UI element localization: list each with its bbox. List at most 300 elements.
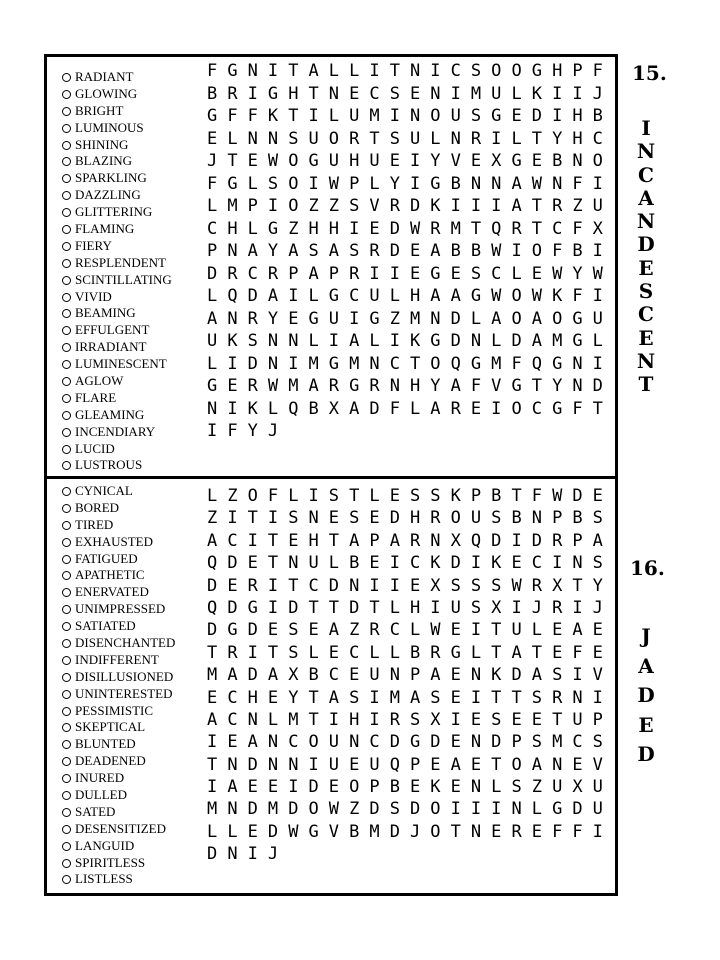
grid-letter[interactable]: L — [207, 353, 218, 374]
grid-letter[interactable]: R — [511, 821, 522, 842]
grid-letter[interactable]: S — [592, 553, 603, 574]
grid-letter[interactable]: K — [430, 777, 441, 798]
grid-letter[interactable]: D — [247, 620, 258, 641]
grid-letter[interactable]: Z — [389, 308, 400, 329]
grid-letter[interactable]: E — [247, 151, 258, 171]
grid-letter[interactable]: P — [288, 263, 299, 284]
grid-letter[interactable]: L — [308, 331, 319, 351]
grid-letter[interactable]: I — [308, 486, 319, 506]
grid-letter[interactable]: X — [430, 709, 441, 730]
grid-letter[interactable]: T — [207, 754, 218, 775]
grid-letter[interactable]: A — [328, 687, 340, 708]
grid-letter[interactable]: O — [349, 777, 360, 798]
grid-letter[interactable]: F — [572, 173, 583, 194]
grid-letter[interactable]: T — [470, 218, 482, 239]
grid-letter[interactable]: N — [470, 821, 482, 842]
checkbox-circle-icon[interactable] — [62, 293, 71, 302]
grid-letter[interactable]: S — [349, 196, 360, 216]
grid-letter[interactable]: Y — [552, 128, 563, 149]
grid-letter[interactable]: N — [247, 61, 258, 81]
grid-letter[interactable]: D — [409, 799, 421, 820]
grid-letter[interactable]: S — [491, 709, 502, 730]
grid-letter[interactable]: L — [511, 83, 522, 104]
grid-letter[interactable]: C — [328, 665, 340, 686]
grid-letter[interactable]: Y — [288, 687, 299, 708]
grid-letter[interactable]: Z — [349, 620, 360, 641]
grid-letter[interactable]: W — [328, 799, 340, 820]
grid-letter[interactable]: A — [389, 530, 400, 551]
grid-letter[interactable]: G — [552, 799, 563, 820]
grid-letter[interactable]: E — [369, 553, 380, 574]
grid-letter[interactable]: C — [409, 553, 421, 574]
grid-letter[interactable]: R — [552, 196, 563, 216]
grid-letter[interactable]: S — [288, 642, 299, 663]
grid-letter[interactable]: J — [409, 821, 421, 842]
grid-letter[interactable]: N — [207, 398, 218, 419]
checkbox-circle-icon[interactable] — [62, 343, 71, 352]
grid-letter[interactable]: I — [491, 128, 502, 149]
grid-letter[interactable]: A — [349, 530, 360, 551]
grid-letter[interactable]: K — [491, 665, 502, 686]
grid-letter[interactable]: S — [430, 486, 441, 506]
grid-letter[interactable]: R — [389, 709, 400, 730]
grid-letter[interactable]: H — [349, 151, 360, 171]
grid-letter[interactable]: N — [491, 173, 502, 194]
grid-letter[interactable]: R — [369, 241, 380, 261]
grid-letter[interactable]: E — [450, 665, 461, 686]
grid-letter[interactable]: G — [247, 597, 258, 618]
word-item[interactable] — [62, 120, 172, 137]
grid-letter[interactable]: B — [450, 241, 461, 261]
grid-letter[interactable]: N — [450, 128, 461, 149]
grid-letter[interactable]: Z — [227, 486, 238, 506]
word-item[interactable] — [62, 86, 172, 103]
grid-letter[interactable]: L — [389, 642, 400, 663]
checkbox-circle-icon[interactable] — [62, 521, 71, 530]
grid-letter[interactable]: G — [267, 218, 279, 239]
grid-letter[interactable]: W — [409, 218, 421, 239]
grid-letter[interactable]: G — [511, 376, 522, 396]
grid-letter[interactable]: I — [369, 263, 380, 284]
word-item[interactable] — [62, 187, 172, 204]
checkbox-circle-icon[interactable] — [62, 309, 71, 318]
grid-letter[interactable]: E — [552, 620, 563, 641]
grid-letter[interactable]: G — [511, 151, 522, 171]
grid-letter[interactable]: U — [369, 151, 380, 171]
grid-letter[interactable]: F — [552, 821, 563, 842]
grid-letter[interactable]: X — [552, 575, 563, 596]
grid-letter[interactable]: A — [409, 687, 421, 708]
grid-letter[interactable]: N — [572, 151, 583, 171]
checkbox-circle-icon[interactable] — [62, 377, 71, 386]
grid-letter[interactable]: S — [288, 508, 299, 529]
grid-letter[interactable]: H — [308, 218, 319, 239]
grid-letter[interactable]: D — [328, 575, 340, 596]
grid-letter[interactable]: T — [328, 597, 340, 618]
grid-letter[interactable]: C — [227, 530, 238, 551]
grid-letter[interactable]: O — [592, 151, 603, 171]
grid-letter[interactable]: P — [369, 530, 380, 551]
grid-letter[interactable]: X — [491, 597, 502, 618]
grid-letter[interactable]: R — [267, 263, 279, 284]
grid-letter[interactable]: G — [227, 620, 238, 641]
grid-letter[interactable]: P — [207, 241, 218, 261]
grid-letter[interactable]: B — [308, 665, 319, 686]
grid-letter[interactable]: N — [572, 376, 583, 396]
word-item[interactable] — [62, 635, 175, 652]
grid-letter[interactable]: D — [531, 106, 543, 126]
grid-letter[interactable]: B — [349, 821, 360, 842]
grid-letter[interactable]: I — [267, 575, 279, 596]
grid-letter[interactable]: N — [470, 173, 482, 194]
word-item[interactable] — [62, 703, 175, 720]
grid-letter[interactable]: S — [470, 597, 482, 618]
grid-letter[interactable]: H — [409, 597, 421, 618]
grid-letter[interactable]: D — [389, 218, 400, 239]
grid-letter[interactable]: G — [409, 732, 421, 753]
grid-letter[interactable]: R — [389, 196, 400, 216]
grid-letter[interactable]: S — [470, 106, 482, 126]
grid-letter[interactable]: N — [308, 508, 319, 529]
grid-letter[interactable]: K — [430, 553, 441, 574]
grid-letter[interactable]: L — [328, 106, 340, 126]
grid-letter[interactable]: I — [308, 106, 319, 126]
grid-letter[interactable]: O — [511, 398, 522, 419]
grid-letter[interactable]: E — [409, 241, 421, 261]
grid-letter[interactable]: C — [227, 687, 238, 708]
grid-letter[interactable]: E — [450, 732, 461, 753]
grid-letter[interactable]: G — [450, 642, 461, 663]
checkbox-circle-icon[interactable] — [62, 588, 71, 597]
grid-letter[interactable]: E — [409, 575, 421, 596]
grid-letter[interactable]: L — [207, 821, 218, 842]
grid-letter[interactable]: E — [511, 106, 522, 126]
grid-letter[interactable]: I — [450, 83, 461, 104]
grid-letter[interactable]: I — [207, 732, 218, 753]
grid-letter[interactable]: R — [247, 575, 258, 596]
grid-letter[interactable]: L — [409, 398, 421, 419]
grid-letter[interactable]: L — [389, 597, 400, 618]
grid-letter[interactable]: R — [369, 620, 380, 641]
grid-letter[interactable]: I — [491, 799, 502, 820]
word-item[interactable] — [62, 517, 175, 534]
grid-letter[interactable]: M — [267, 799, 279, 820]
grid-letter[interactable]: R — [552, 687, 563, 708]
grid-letter[interactable]: S — [430, 687, 441, 708]
grid-letter[interactable]: E — [247, 777, 258, 798]
grid-letter[interactable]: I — [227, 353, 238, 374]
grid-letter[interactable]: E — [430, 754, 441, 775]
grid-letter[interactable]: M — [369, 106, 380, 126]
grid-letter[interactable]: T — [328, 530, 340, 551]
grid-letter[interactable]: L — [491, 777, 502, 798]
grid-letter[interactable]: H — [349, 709, 360, 730]
grid-letter[interactable]: A — [531, 754, 543, 775]
grid-letter[interactable]: N — [531, 508, 543, 529]
grid-letter[interactable]: F — [389, 398, 400, 419]
grid-letter[interactable]: F — [207, 173, 218, 194]
grid-letter[interactable]: F — [552, 241, 563, 261]
grid-letter[interactable]: Z — [288, 218, 299, 239]
grid-letter[interactable]: I — [450, 196, 461, 216]
word-item[interactable] — [62, 584, 175, 601]
grid-letter[interactable]: T — [288, 61, 299, 81]
grid-letter[interactable]: I — [288, 353, 299, 374]
checkbox-circle-icon[interactable] — [62, 842, 71, 851]
grid-letter[interactable]: L — [207, 286, 218, 306]
grid-letter[interactable]: G — [369, 308, 380, 329]
grid-letter[interactable]: Q — [288, 398, 299, 419]
checkbox-circle-icon[interactable] — [62, 157, 71, 166]
grid-letter[interactable]: G — [572, 331, 583, 351]
grid-letter[interactable]: Y — [592, 575, 603, 596]
grid-letter[interactable]: E — [247, 553, 258, 574]
grid-letter[interactable]: Q — [227, 286, 238, 306]
grid-letter[interactable]: E — [470, 754, 482, 775]
checkbox-circle-icon[interactable] — [62, 757, 71, 766]
grid-letter[interactable]: B — [450, 173, 461, 194]
grid-letter[interactable]: T — [247, 508, 258, 529]
grid-letter[interactable]: O — [430, 353, 441, 374]
grid-letter[interactable]: M — [227, 196, 238, 216]
grid-letter[interactable]: N — [328, 83, 340, 104]
grid-letter[interactable]: D — [511, 665, 522, 686]
grid-letter[interactable]: A — [349, 398, 360, 419]
grid-letter[interactable]: H — [552, 61, 563, 81]
grid-letter[interactable]: E — [288, 530, 299, 551]
word-item[interactable] — [62, 103, 172, 120]
grid-letter[interactable]: C — [572, 732, 583, 753]
grid-letter[interactable]: N — [227, 308, 238, 329]
grid-letter[interactable]: C — [491, 263, 502, 284]
checkbox-circle-icon[interactable] — [62, 242, 71, 251]
grid-letter[interactable]: E — [531, 263, 543, 284]
grid-letter[interactable]: E — [267, 687, 279, 708]
grid-letter[interactable]: H — [288, 83, 299, 104]
grid-letter[interactable]: U — [592, 777, 603, 798]
grid-letter[interactable]: T — [572, 575, 583, 596]
grid-letter[interactable]: I — [227, 508, 238, 529]
grid-letter[interactable]: D — [572, 799, 583, 820]
grid-letter[interactable]: S — [491, 508, 502, 529]
grid-letter[interactable]: D — [389, 821, 400, 842]
grid-letter[interactable]: F — [572, 642, 583, 663]
word-item[interactable] — [62, 441, 172, 458]
word-item[interactable] — [62, 500, 175, 517]
grid-letter[interactable]: N — [369, 353, 380, 374]
grid-letter[interactable]: I — [450, 709, 461, 730]
grid-letter[interactable]: L — [247, 173, 258, 194]
grid-letter[interactable]: G — [308, 308, 319, 329]
grid-letter[interactable]: D — [511, 331, 522, 351]
grid-letter[interactable]: A — [430, 241, 441, 261]
grid-letter[interactable]: I — [247, 844, 258, 865]
grid-letter[interactable]: E — [349, 665, 360, 686]
word-item[interactable] — [62, 770, 175, 787]
grid-letter[interactable]: L — [592, 331, 603, 351]
grid-letter[interactable]: T — [592, 398, 603, 419]
grid-letter[interactable]: N — [552, 754, 563, 775]
grid-letter[interactable]: E — [592, 642, 603, 663]
checkbox-circle-icon[interactable] — [62, 326, 71, 335]
word-item[interactable] — [62, 221, 172, 238]
word-item[interactable] — [62, 272, 172, 289]
grid-letter[interactable]: E — [328, 642, 340, 663]
grid-letter[interactable]: J — [592, 83, 603, 104]
grid-letter[interactable]: U — [308, 128, 319, 149]
checkbox-circle-icon[interactable] — [62, 428, 71, 437]
grid-letter[interactable]: P — [409, 754, 421, 775]
grid-letter[interactable]: S — [409, 486, 421, 506]
grid-letter[interactable]: T — [491, 687, 502, 708]
grid-letter[interactable]: N — [430, 83, 441, 104]
grid-letter[interactable]: M — [470, 83, 482, 104]
grid-letter[interactable]: I — [470, 799, 482, 820]
grid-letter[interactable]: D — [207, 620, 218, 641]
grid-letter[interactable]: I — [592, 241, 603, 261]
grid-letter[interactable]: E — [308, 620, 319, 641]
grid-letter[interactable]: T — [369, 597, 380, 618]
grid-letter[interactable]: D — [207, 575, 218, 596]
grid-letter[interactable]: O — [531, 241, 543, 261]
grid-letter[interactable]: M — [207, 799, 218, 820]
word-item[interactable] — [62, 69, 172, 86]
grid-letter[interactable]: R — [450, 398, 461, 419]
grid-letter[interactable]: G — [267, 83, 279, 104]
checkbox-circle-icon[interactable] — [62, 445, 71, 454]
word-item[interactable] — [62, 373, 172, 390]
grid-letter[interactable]: I — [369, 61, 380, 81]
grid-letter[interactable]: E — [450, 620, 461, 641]
grid-letter[interactable]: E — [207, 687, 218, 708]
grid-letter[interactable]: R — [349, 263, 360, 284]
grid-letter[interactable]: L — [409, 620, 421, 641]
grid-letter[interactable]: V — [491, 376, 502, 396]
grid-letter[interactable]: D — [227, 597, 238, 618]
grid-letter[interactable]: R — [247, 376, 258, 396]
grid-letter[interactable]: L — [267, 709, 279, 730]
grid-letter[interactable]: S — [470, 61, 482, 81]
grid-letter[interactable]: N — [267, 128, 279, 149]
grid-letter[interactable]: C — [288, 732, 299, 753]
grid-letter[interactable]: O — [511, 754, 522, 775]
grid-letter[interactable]: L — [511, 263, 522, 284]
grid-letter[interactable]: N — [349, 732, 360, 753]
grid-letter[interactable]: T — [491, 754, 502, 775]
grid-letter[interactable]: I — [430, 597, 441, 618]
grid-letter[interactable]: U — [328, 151, 340, 171]
grid-letter[interactable]: U — [592, 308, 603, 329]
word-item[interactable] — [62, 669, 175, 686]
grid-letter[interactable]: S — [389, 83, 400, 104]
checkbox-circle-icon[interactable] — [62, 875, 71, 884]
grid-letter[interactable]: I — [572, 597, 583, 618]
grid-letter[interactable]: S — [288, 128, 299, 149]
grid-letter[interactable]: D — [450, 553, 461, 574]
grid-letter[interactable]: Y — [430, 151, 441, 171]
grid-letter[interactable]: S — [592, 508, 603, 529]
grid-letter[interactable]: I — [511, 597, 522, 618]
grid-letter[interactable]: W — [552, 486, 563, 506]
grid-letter[interactable]: G — [430, 173, 441, 194]
grid-letter[interactable]: T — [308, 597, 319, 618]
grid-letter[interactable]: I — [552, 83, 563, 104]
grid-letter[interactable]: T — [491, 642, 502, 663]
grid-letter[interactable]: A — [531, 331, 543, 351]
word-item[interactable] — [62, 407, 172, 424]
grid-letter[interactable]: A — [450, 376, 461, 396]
grid-letter[interactable]: D — [389, 241, 400, 261]
grid-letter[interactable]: N — [267, 353, 279, 374]
grid-letter[interactable]: I — [511, 530, 522, 551]
checkbox-circle-icon[interactable] — [62, 90, 71, 99]
grid-letter[interactable]: L — [531, 620, 543, 641]
grid-letter[interactable]: I — [369, 687, 380, 708]
grid-letter[interactable]: L — [369, 331, 380, 351]
grid-letter[interactable]: O — [430, 106, 441, 126]
grid-letter[interactable]: I — [227, 398, 238, 419]
grid-letter[interactable]: V — [592, 754, 603, 775]
grid-letter[interactable]: U — [308, 553, 319, 574]
grid-letter[interactable]: G — [552, 353, 563, 374]
grid-letter[interactable]: A — [267, 665, 279, 686]
grid-letter[interactable]: T — [267, 642, 279, 663]
grid-letter[interactable]: U — [450, 597, 461, 618]
word-item[interactable] — [62, 339, 172, 356]
grid-letter[interactable]: C — [531, 553, 543, 574]
grid-letter[interactable]: O — [430, 821, 441, 842]
grid-letter[interactable]: F — [572, 821, 583, 842]
grid-letter[interactable]: Y — [267, 241, 279, 261]
grid-letter[interactable]: E — [511, 553, 522, 574]
grid-letter[interactable]: N — [470, 331, 482, 351]
word-item[interactable] — [62, 238, 172, 255]
grid-letter[interactable]: I — [328, 331, 340, 351]
grid-letter[interactable]: H — [227, 218, 238, 239]
grid-letter[interactable]: D — [349, 597, 360, 618]
grid-letter[interactable]: E — [450, 687, 461, 708]
grid-letter[interactable]: M — [288, 709, 299, 730]
grid-letter[interactable]: L — [511, 128, 522, 149]
grid-letter[interactable]: E — [227, 732, 238, 753]
grid-letter[interactable]: D — [389, 508, 400, 529]
grid-letter[interactable]: N — [267, 331, 279, 351]
grid-letter[interactable]: E — [531, 821, 543, 842]
grid-letter[interactable]: I — [207, 777, 218, 798]
grid-letter[interactable]: N — [288, 754, 299, 775]
grid-letter[interactable]: I — [409, 151, 421, 171]
grid-letter[interactable]: Y — [267, 308, 279, 329]
grid-letter[interactable]: A — [349, 331, 360, 351]
grid-letter[interactable]: P — [470, 486, 482, 506]
grid-letter[interactable]: X — [430, 575, 441, 596]
grid-letter[interactable]: N — [511, 799, 522, 820]
grid-letter[interactable]: G — [349, 376, 360, 396]
grid-letter[interactable]: A — [592, 530, 603, 551]
grid-letter[interactable]: T — [227, 151, 238, 171]
grid-letter[interactable]: T — [531, 128, 543, 149]
grid-letter[interactable]: K — [247, 398, 258, 419]
grid-letter[interactable]: X — [288, 665, 299, 686]
checkbox-circle-icon[interactable] — [62, 174, 71, 183]
grid-letter[interactable]: Q — [491, 218, 502, 239]
grid-letter[interactable]: I — [369, 709, 380, 730]
grid-letter[interactable]: N — [470, 665, 482, 686]
grid-letter[interactable]: G — [552, 398, 563, 419]
grid-letter[interactable]: U — [369, 286, 380, 306]
checkbox-circle-icon[interactable] — [62, 411, 71, 420]
grid-letter[interactable]: I — [349, 218, 360, 239]
